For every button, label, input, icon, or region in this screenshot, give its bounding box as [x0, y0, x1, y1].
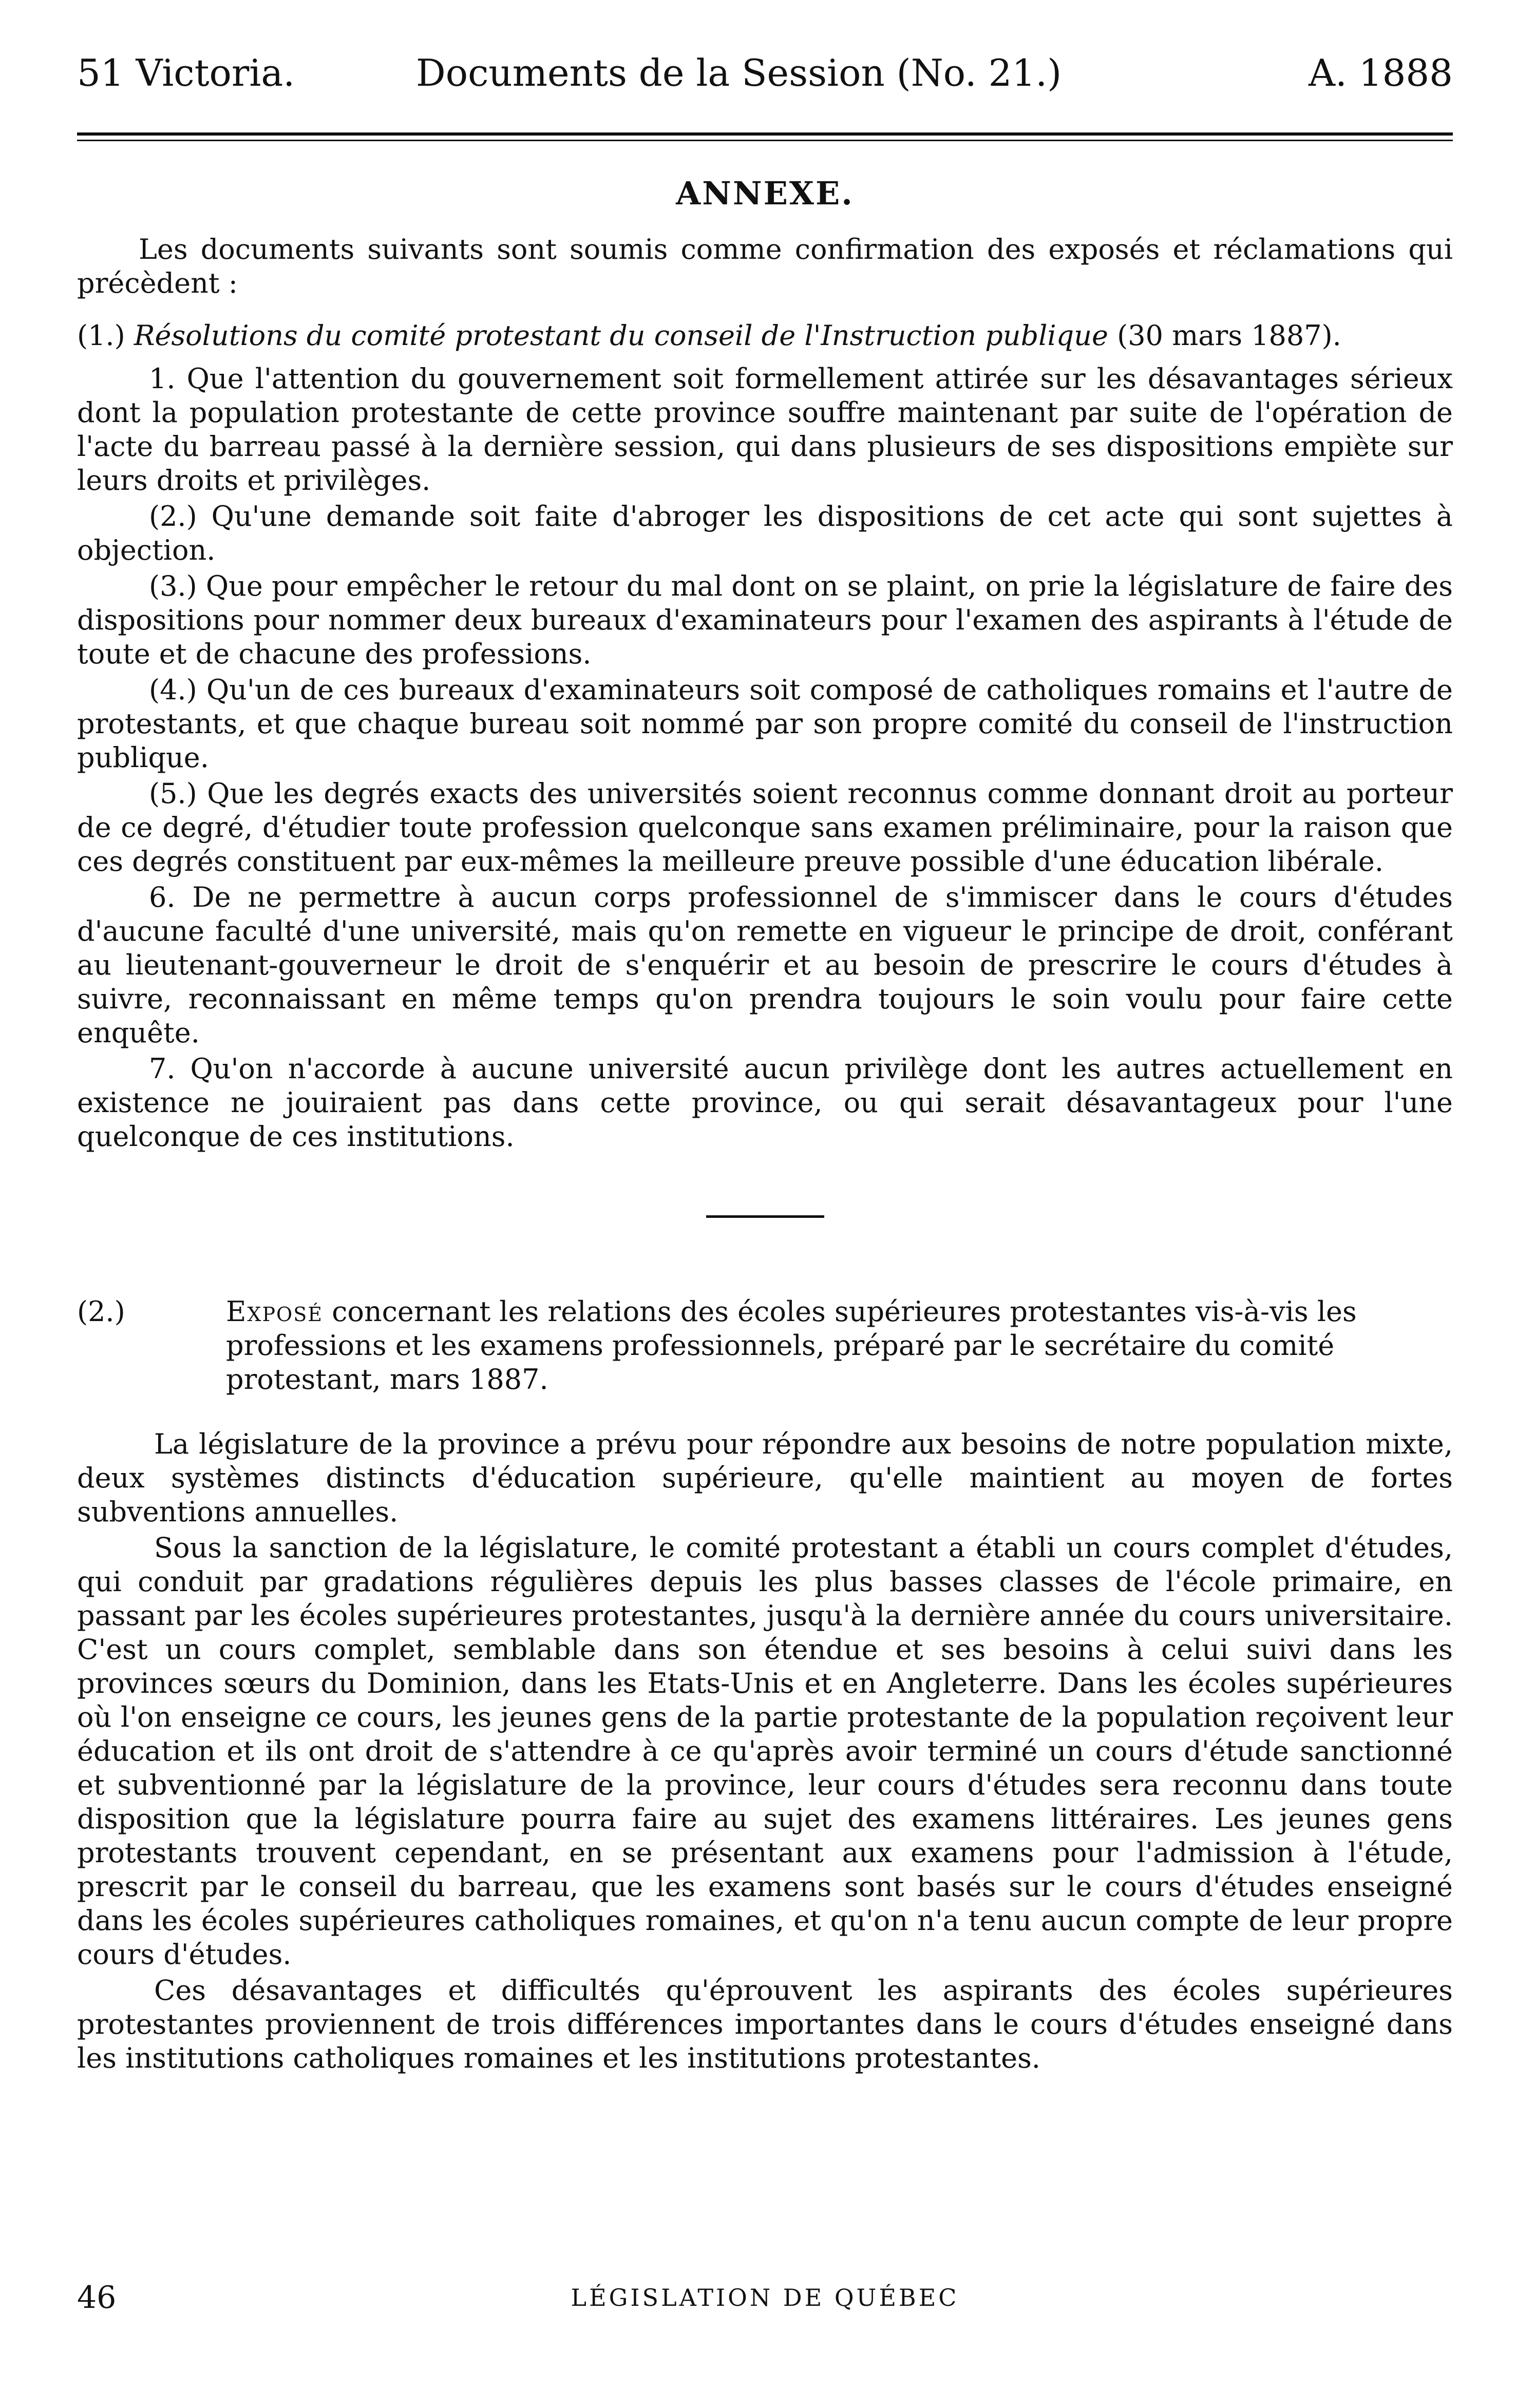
- expose-lead: Exposé: [226, 1295, 323, 1328]
- header-year: A. 1888: [1308, 51, 1453, 94]
- body-column: [77, 175, 1453, 2077]
- resolution-item-3: (3.) Que pour empêcher le retour du mal dont on se plaint, on prie la législature de faire des dispositions pour nommer deux bureaux d'examinateurs pour l'examen des aspirants à l'étude de toute et de chacune des professions.: [77, 570, 1453, 670]
- intro-paragraph: Les documents suivants sont soumis comme confirmation des exposés et réclamations qui précèdent :: [77, 233, 1453, 299]
- running-header: [77, 51, 1453, 108]
- body-paragraph-2: Sous la sanction de la législature, le comité protestant a établi un cours complet d'études, qui conduit par gradations régulières depuis les plus basses classes de l'école primaire, en passant par les écoles supérieures protestantes, jusqu'à la dernière année du cours universitaire. C'est un cours complet, semblable dans son étendue et ses besoins à celui suivi dans les provinces sœurs du Dominion, dans les Etats-Unis et en Angleterre. Dans les écoles supérieures où l'on enseigne ce cours, les jeunes gens de la partie protestante de la population reçoivent leur éducation et ils ont droit de s'attendre à ce qu'après avoir terminé un cours d'étude sanctionné et subventionné par la législature de la province, leur cours d'études sera reconnu dans toute disposition que la législature pourra faire au sujet des examens littéraires. Les jeunes gens protestants trouvent cependant, en se présentant aux examens pour l'admission à l'étude, prescrit par le conseil du barreau, que les examens sont basés sur le cours d'études enseigné dans les écoles supérieures catholiques romaines, et qu'on n'a tenu aucun compte de leur propre cours d'études.: [77, 1532, 1453, 1971]
- expose-heading: [77, 1295, 1453, 1397]
- resolution-item-6: 6. De ne permettre à aucun corps professionnel de s'immiscer dans le cours d'études d'aucune faculté d'une université, mais qu'on remette en vigueur le principe de droit, conférant au lieutenant-gouverneur le droit de s'enquérir et au besoin de prescrire le cours d'études à suivre, reconnaissant en même temps qu'on prendra toujours le soin voulu pour faire cette enquête.: [77, 881, 1453, 1049]
- resolutions-number: (1.): [77, 319, 125, 352]
- annexe-title: ANNEXE.: [676, 175, 854, 212]
- resolution-item-5: (5.) Que les degrés exacts des universités soient reconnus comme donnant droit au porteur de ce degré, d'étudier toute profession quelconque sans examen préliminaire, pour la raison que ces degrés constituent par eux-mêmes la meilleure preuve possible d'une éducation libérale.: [77, 777, 1453, 877]
- header-session: Documents de la Session (No. 21.): [416, 51, 1062, 94]
- resolution-item-4: (4.) Qu'un de ces bureaux d'examinateurs soit composé de catholiques romains et l'autre de protestants, et que chaque bureau soit nommé par son propre comité du conseil de l'instruction publique.: [77, 674, 1453, 774]
- resolution-item-7: 7. Qu'on n'accorde à aucune université aucun privilège dont les autres actuellement en existence ne jouiraient pas dans cette province, ou qui serait désavantageux pour l'une quelconque de ces institutions.: [77, 1053, 1453, 1153]
- page-number: 46: [77, 2280, 117, 2316]
- resolution-item-1: 1. Que l'attention du gouvernement soit formellement attirée sur les désavantages sérieux dont la population protestante de cette province souffre maintenant par suite de l'opération de l'acte du barreau passé à la dernière session, qui dans plusieurs de ses dispositions empiète sur leurs droits et privilèges.: [77, 362, 1453, 496]
- body-paragraph-1: La législature de la province a prévu pour répondre aux besoins de notre population mixte, deux systèmes distincts d'éducation supérieure, qu'elle maintient au moyen de fortes subventions annuelles.: [77, 1428, 1453, 1528]
- body-paragraph-3: Ces désavantages et difficultés qu'éprouvent les aspirants des écoles supérieures protestantes proviennent de trois différences importantes dans le cours d'études enseigné dans les institutions catholiques romaines et les institutions protestantes.: [77, 1974, 1453, 2074]
- page-footer: [77, 2280, 1453, 2326]
- resolutions-date: (30 mars 1887).: [1117, 319, 1341, 352]
- resolution-item-2: (2.) Qu'une demande soit faite d'abroger les dispositions de cet acte qui sont sujettes à objection.: [77, 500, 1453, 566]
- header-rule: [77, 132, 1453, 136]
- section-separator: [706, 1215, 824, 1218]
- footer-title: LÉGISLATION DE QUÉBEC: [571, 2284, 959, 2311]
- header-volume: 51 Victoria.: [77, 51, 295, 94]
- resolutions-title: Résolutions du comité protestant du conseil de l'Instruction publique: [134, 319, 1108, 352]
- resolutions-heading: [77, 319, 1453, 353]
- expose-description: concernant les relations des écoles supérieures protestantes vis-à-vis les professions et les examens professionnels, préparé par le secrétaire du comité protestant, mars 1887.: [226, 1295, 1357, 1396]
- expose-number: (2.): [77, 1295, 125, 1328]
- header-rule-thin: [77, 140, 1453, 141]
